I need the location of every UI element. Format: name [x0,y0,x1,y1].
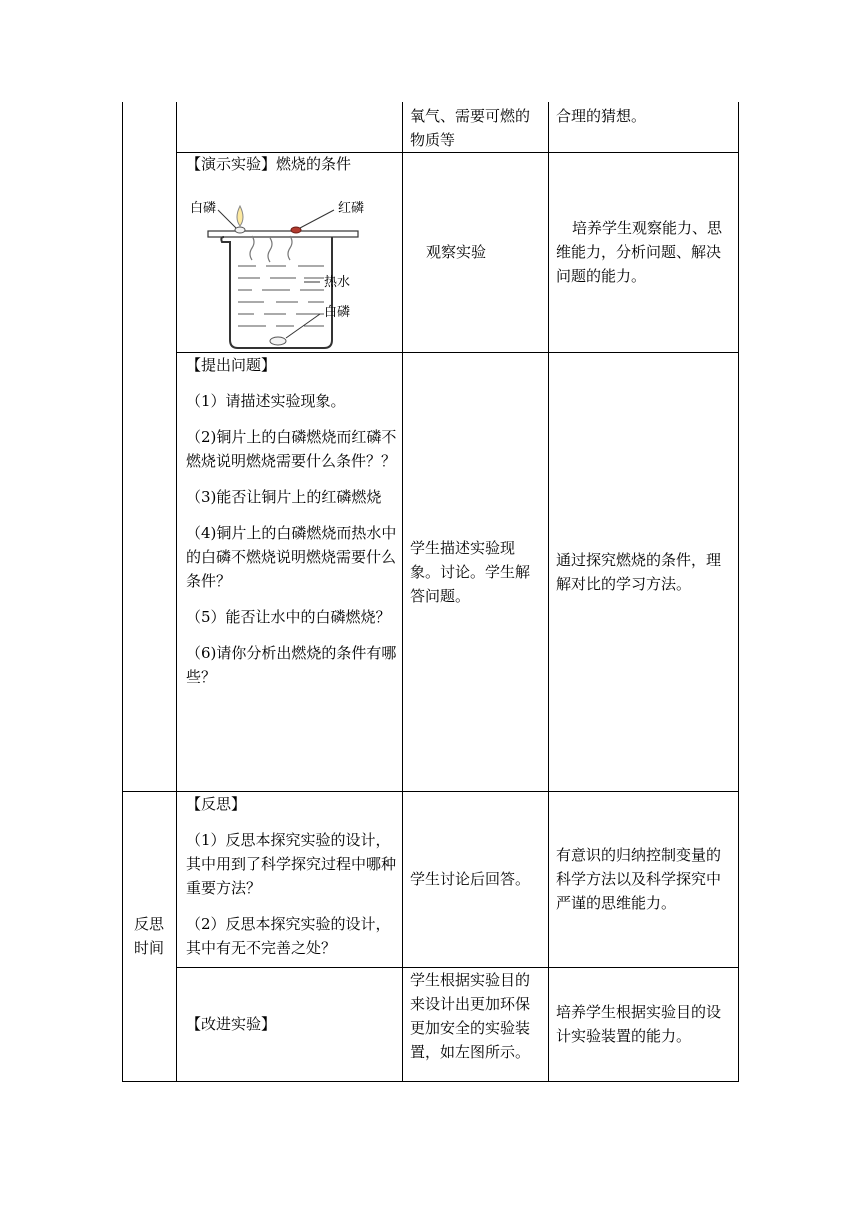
white-phosphorus-top [235,227,245,233]
flame-icon [237,206,243,226]
copper-plate [208,231,358,237]
row2-teacher-cell [186,152,398,176]
reflection-section-label: 反思时间 [133,915,164,957]
row4-purpose-cell [556,791,732,967]
table-border-col3 [548,102,549,1082]
label-hot-water: 热水 [324,275,351,290]
table-border-right [738,102,739,1082]
row5-teacher-cell [186,967,398,1081]
hot-water [238,266,324,326]
table-border-left [122,102,123,1082]
raise-questions-title: 【提出问题】 [186,356,277,374]
row2-purpose-text: 培养学生观察能力、思维能力，分析问题、解决问题的能力。 [556,219,723,285]
row3-purpose-text: 通过探究燃烧的条件，理解对比的学习方法。 [556,550,722,593]
label-white-phosphorus-top: 白磷 [190,201,217,216]
table-border-col1 [176,102,177,1082]
table-border-col2 [402,102,403,1082]
row5-purpose-text: 培养学生根据实验目的设计实验装置的能力。 [556,1003,722,1045]
reflection-question-1: （1）反思本探究实验的设计，其中用到了科学探究过程中哪种重要方法？ [186,831,397,897]
row5-purpose-cell [556,967,732,1081]
row3-student-text: 学生描述实验现象。讨论。学生解答问题。 [410,538,531,605]
white-phosphorus-bottom [270,337,286,345]
combustion-apparatus-diagram [186,190,386,352]
row4-teacher-cell [186,792,398,960]
question-2: （2)铜片上的白磷燃烧而红磷不燃烧说明燃烧需要什么条件？？ [186,428,397,470]
row2-student-text: 观察实验 [426,243,487,261]
improve-experiment-title: 【改进实验】 [186,1015,277,1033]
row4-student-cell [410,791,544,967]
row5-student-text: 学生根据实验目的来设计出更加环保更加安全的实验装置，如左图所示。 [410,971,531,1061]
row4-student-text: 学生讨论后回答。 [410,870,531,888]
reflection-question-2: （2）反思本探究实验的设计，其中有无不完善之处？ [186,915,391,957]
row5-student-cell [410,968,544,1064]
question-6: （6)请你分析出燃烧的条件有哪些？ [186,644,397,686]
row3-purpose-cell [556,352,732,791]
row1-purpose-cell [556,104,732,128]
row3-student-cell [410,352,544,791]
demo-experiment-title: 【演示实验】燃烧的条件 [186,155,352,173]
row1-purpose-text: 合理的猜想。 [556,107,647,125]
reflection-title: 【反思】 [186,795,247,813]
row1-student-cell [410,104,544,152]
question-5: （5）能否让水中的白磷燃烧？ [186,608,391,626]
row2-purpose-cell [556,152,732,352]
section-label-cell [126,791,172,1081]
question-1: （1）请描述实验现象。 [186,392,346,410]
beaker [221,237,332,348]
row4-purpose-text: 有意识的归纳控制变量的科学方法以及科学探究中严谨的思维能力。 [556,846,722,912]
row2-student-cell [410,152,544,352]
label-white-phosphorus-bottom: 白磷 [324,305,351,320]
label-red-phosphorus: 红磷 [338,201,365,216]
red-phosphorus [291,227,301,233]
table-border-bottom [122,1081,739,1082]
question-4: （4)铜片上的白磷燃烧而热水中的白磷不燃烧说明燃烧需要什么条件？ [186,524,397,590]
row1-student-text: 氧气、需要可燃的物质等 [410,107,531,149]
steam-lines [250,236,292,262]
question-3: （3)能否让铜片上的红磷燃烧 [186,488,382,506]
row3-teacher-cell [186,353,398,689]
